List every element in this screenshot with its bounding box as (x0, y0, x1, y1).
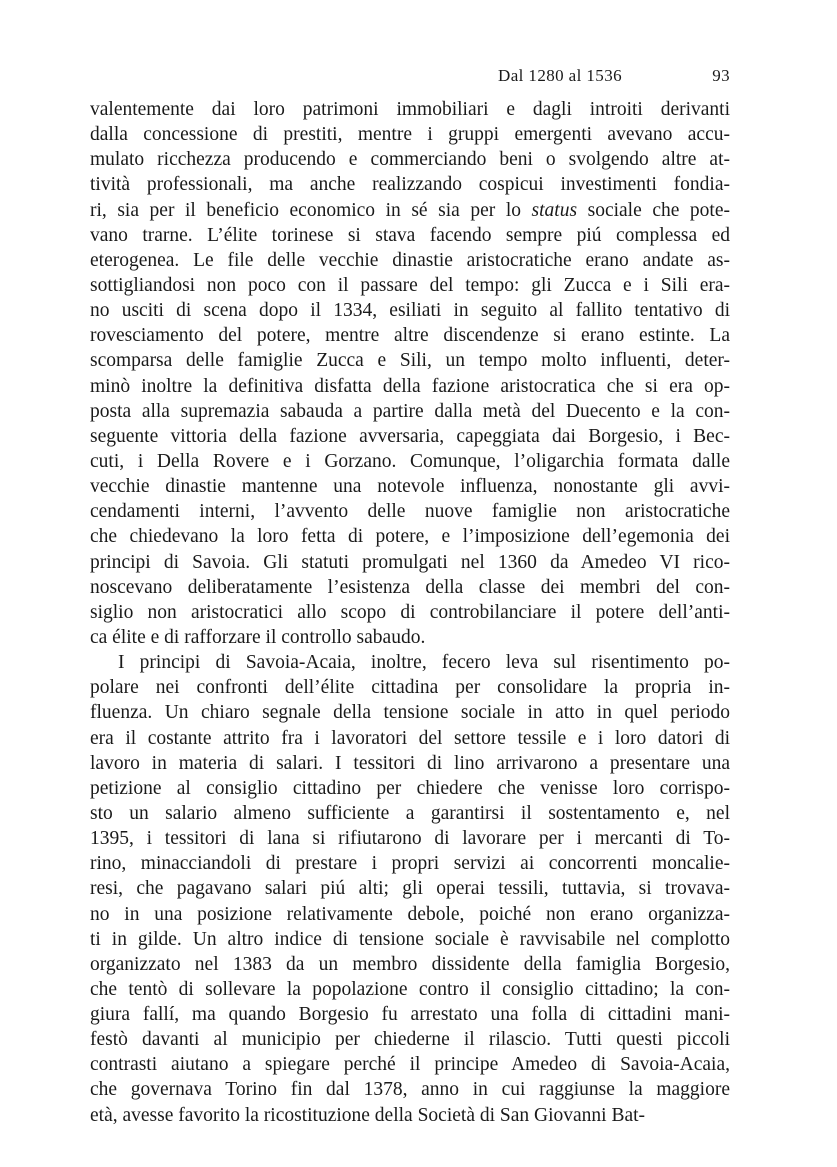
text-line: 1395, i tessitori di lana si rifiutarono di lavorare per i mercanti di To- (90, 828, 730, 850)
text-line: no usciti di scena dopo il 1334, esiliati in seguito al fallito tentativo di (90, 300, 730, 322)
text-line: sottigliandosi non poco con il passare del tempo: gli Zucca e i Sili era- (90, 274, 730, 296)
text-line: vecchie dinastie mantenne una notevole influenza, nonostante gli avvi- (90, 476, 730, 498)
text-line: resi, che pagavano salari piú alti; gli operai tessili, tuttavia, si trovava- (90, 878, 730, 900)
text-line: principi di Savoia. Gli statuti promulgati nel 1360 da Amedeo VI rico- (90, 551, 730, 573)
text-line: che tentò di sollevare la popolazione contro il consiglio cittadino; la con- (90, 978, 730, 1000)
paragraph (90, 97, 730, 650)
text-line: contrasti aiutano a spiegare perché il principe Amedeo di Savoia-Acaia, (90, 1054, 730, 1076)
running-head-title: Dal 1280 al 1536 (498, 66, 622, 85)
text-line: noscevano deliberatamente l’esistenza della classe dei membri del con- (90, 576, 730, 598)
text-line: siglio non aristocratici allo scopo di controbilanciare il potere dell’anti- (90, 601, 730, 623)
text-line: festò davanti al municipio per chiederne il rilascio. Tutti questi piccoli (90, 1029, 730, 1051)
text-line: dalla concessione di prestiti, mentre i gruppi emergenti avevano accu- (90, 124, 730, 146)
text-line: vano trarne. L’élite torinese si stava facendo sempre piú complessa ed (90, 224, 730, 246)
text-line: no in una posizione relativamente debole, poiché non erano organizza- (90, 903, 730, 925)
text-line: seguente vittoria della fazione avversaria, capeggiata dai Borgesio, i Bec- (90, 425, 730, 447)
running-head (90, 66, 730, 90)
page-number: 93 (712, 66, 730, 85)
text-line: rovesciamento del potere, mentre altre discendenze si erano estinte. La (90, 325, 730, 347)
text-line: ri, sia per il beneficio economico in sé sia per lo status sociale che pote- (90, 199, 730, 221)
text-line: polare nei confronti dell’élite cittadina per consolidare la propria in- (90, 677, 730, 699)
text-line: petizione al consiglio cittadino per chiedere che venisse loro corrispo- (90, 777, 730, 799)
text-line: mulato ricchezza producendo e commerciando beni o svolgendo altre at- (90, 149, 730, 171)
text-line: minò inoltre la definitiva disfatta della fazione aristocratica che si era op- (90, 375, 730, 397)
text-line: I principi di Savoia-Acaia, inoltre, fecero leva sul risentimento po- (118, 652, 730, 674)
text-line: rino, minacciandoli di prestare i propri servizi ai concorrenti moncalie- (90, 853, 730, 875)
text-line: cuti, i Della Rovere e i Gorzano. Comunque, l’oligarchia formata dalle (90, 450, 730, 472)
text-line: scomparsa delle famiglie Zucca e Sili, un tempo molto influenti, deter- (90, 350, 730, 372)
text-line: valentemente dai loro patrimoni immobiliari e dagli introiti derivanti (90, 99, 730, 120)
text-line: cendamenti interni, l’avvento delle nuove famiglie non aristocratiche (90, 501, 730, 523)
text-line: ca élite e di rafforzare il controllo sabaudo. (90, 626, 426, 648)
italic-term: status (531, 199, 578, 221)
text-line: eterogenea. Le file delle vecchie dinastie aristocratiche erano andate as- (90, 249, 730, 271)
text-line: sto un salario almeno sufficiente a garantirsi il sostentamento e, nel (90, 802, 730, 824)
text-line: tività professionali, ma anche realizzando cospicui investimenti fondia- (90, 174, 730, 196)
text-line: che chiedevano la loro fetta di potere, e l’imposizione dell’egemonia dei (90, 526, 730, 548)
text-line: fluenza. Un chiaro segnale della tensione sociale in atto in quel periodo (90, 702, 730, 724)
paragraph (90, 650, 730, 1128)
text-line: organizzato nel 1383 da un membro dissidente della famiglia Borgesio, (90, 953, 730, 975)
text-line: giura fallí, ma quando Borgesio fu arrestato una folla di cittadini mani- (90, 1004, 730, 1026)
text-line: lavoro in materia di salari. I tessitori di lino arrivarono a presentare una (90, 752, 730, 774)
text-line: posta alla supremazia sabauda a partire dalla metà del Duecento e la con- (90, 400, 730, 422)
text-line: età, avesse favorito la ricostituzione della Società di San Giovanni Bat- (90, 1104, 646, 1126)
text-line: che governava Torino fin dal 1378, anno in cui raggiunse la maggiore (90, 1079, 730, 1101)
body-text (90, 97, 730, 1128)
text-line: era il costante attrito fra i lavoratori del settore tessile e i loro datori di (90, 727, 730, 749)
text-line: ti in gilde. Un altro indice di tensione sociale è ravvisabile nel complotto (90, 928, 730, 950)
